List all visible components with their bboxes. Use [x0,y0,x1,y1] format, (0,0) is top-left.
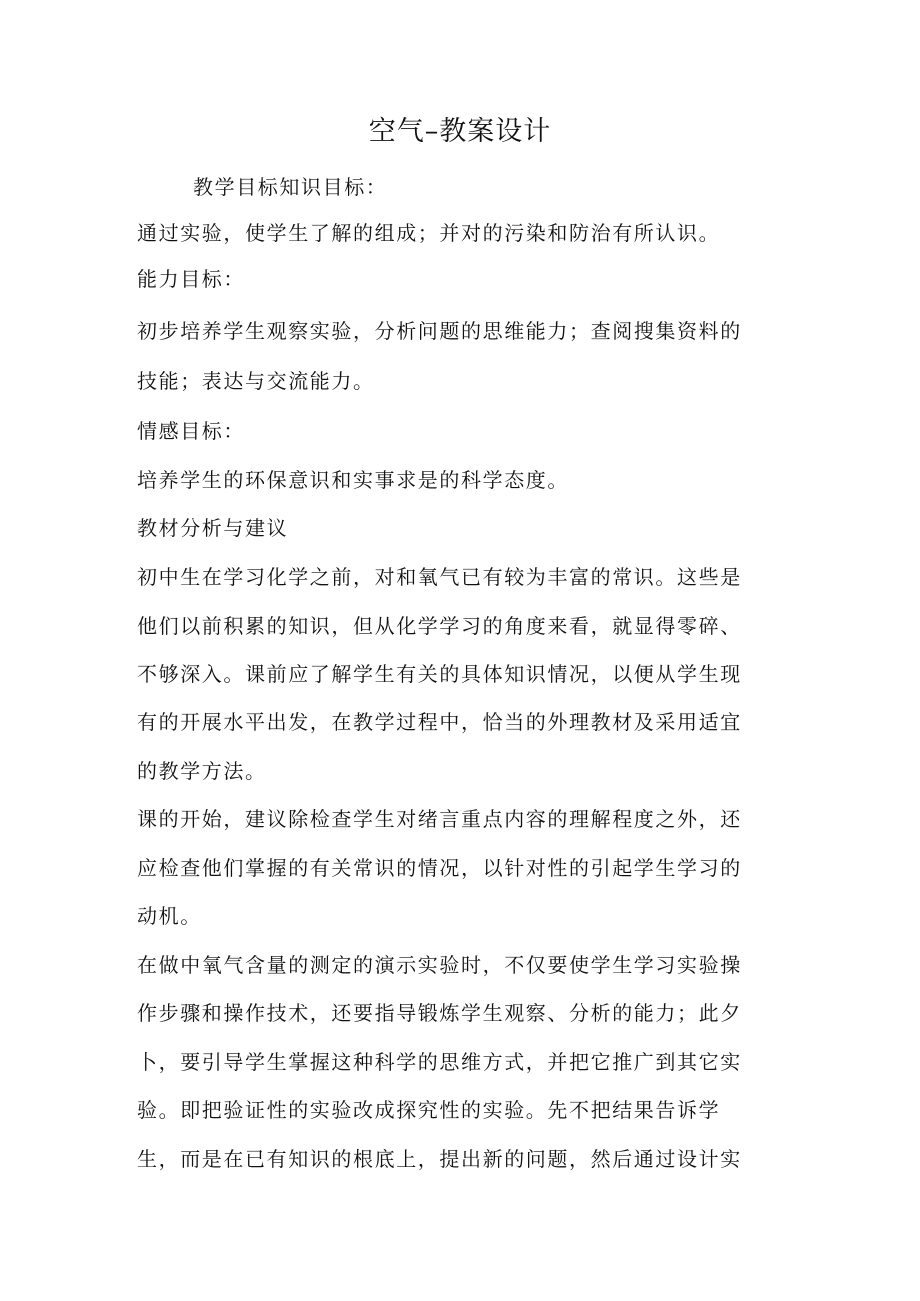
paragraph-line: 初步培养学生观察实验，分析问题的思维能力；查阅搜集资料的 [137,319,742,343]
paragraph-line: 动机。 [137,904,202,928]
heading-ability-objectives: 能力目标： [137,267,245,291]
paragraph-line: 培养学生的环保意识和实事求是的科学态度。 [137,468,569,492]
paragraph-line: 卜，要引导学生掌握这种科学的思维方式，并把它推广到其它实 [137,1050,742,1074]
paragraph-line: 他们以前积累的知识，但从化学学习的角度来看，就显得零碎、 [137,614,742,638]
document-title: 空气–教案设计 [368,116,552,147]
paragraph-line: 课的开始，建议除检查学生对绪言重点内容的理解程度之外，还 [137,807,742,831]
paragraph-line: 不够深入。课前应了解学生有关的具体知识情况，以便从学生现 [137,662,742,686]
paragraph-line: 应检查他们掌握的有关常识的情况，以针对性的引起学生学习的 [137,856,742,880]
paragraph-line: 作步骤和操作技术，还要指导锻炼学生观察、分析的能力；此夕 [137,1001,742,1025]
heading-material-analysis: 教材分析与建议 [137,516,289,540]
paragraph-line: 有的开展水平出发，在教学过程中，恰当的外理教材及采用适宜 [137,710,742,734]
paragraph-line: 初中生在学习化学之前，对和氧气已有较为丰富的常识。这些是 [137,565,742,589]
heading-knowledge-objectives: 教学目标知识目标： [193,175,388,199]
heading-emotion-objectives: 情感目标： [137,419,245,443]
paragraph-line: 生，而是在已有知识的根底上，提出新的问题，然后通过设计实 [137,1147,742,1171]
paragraph-line: 验。即把验证性的实验改成探究性的实验。先不把结果告诉学 [137,1098,721,1122]
paragraph-line: 在做中氧气含量的测定的演示实验时，不仅要使学生学习实验操 [137,953,742,977]
paragraph-line: 技能；表达与交流能力。 [137,369,375,393]
paragraph-line: 通过实验，使学生了解的组成；并对的污染和防治有所认识。 [137,221,721,245]
paragraph-line: 的教学方法。 [137,759,267,783]
